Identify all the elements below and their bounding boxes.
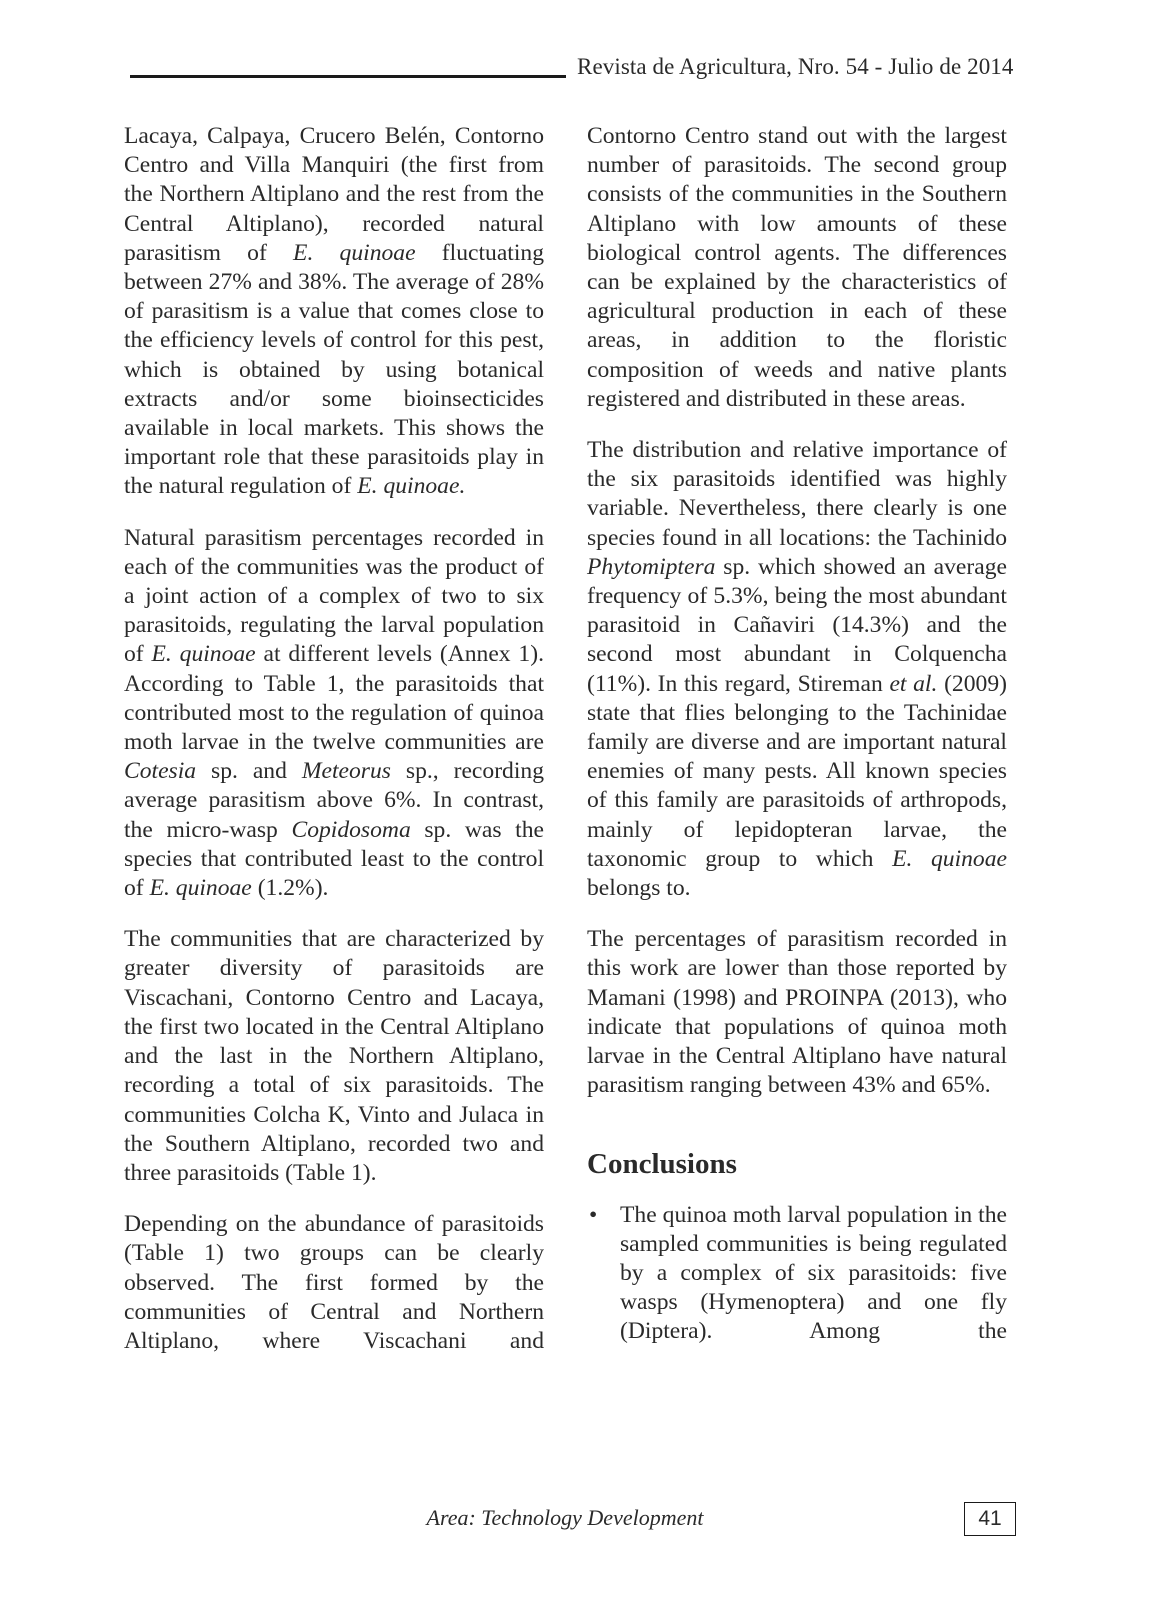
paragraph: The distribution and relative importance of the six parasitoids identified was highly variable. Nevertheless, there clearly is one species found in all locations: the Tachinido Phytomiptera sp. which showed an average frequency of 5.3%, being the most abundant parasitoid in Cañaviri (14.3%) and the second most abundant in Colquencha (11%). In this regard, Stireman et al. (2009) state that flies belonging to the Tachinidae family are diverse and are important natural enemies of many pests. All known species of this family are parasitoids of arthropods, mainly of lepidopteran larvae, the taxonomic group to which E. quinoae belongs to.	[587, 437, 1007, 902]
paragraph: The communities that are characterized by greater diversity of parasitoids are Viscachani, Contorno Centro and Lacaya, the first two located in the Central Altiplano and the last in the Northern Altiplano, recording a total of six parasitoids. The communities Colcha K, Vinto and Julaca in the Southern Altiplano, recorded two and three parasitoids (Table 1).	[124, 926, 544, 1186]
journal-header: Revista de Agricultura, Nro. 54 - Julio de 2014	[577, 54, 1014, 79]
bullet-icon: •	[589, 1201, 598, 1228]
conclusions-list	[587, 1201, 1007, 1347]
paragraph: The percentages of parasitism recorded in this work are lower than those reported by Mamani (1998) and PROINPA (2013), who indicate that populations of quinoa moth larvae in the Central Altiplano have natural parasitism ranging between 43% and 65%.	[587, 926, 1007, 1099]
paragraph: Lacaya, Calpaya, Crucero Belén, Contorno Centro and Villa Manquiri (the first from the Northern Altiplano and the rest from the Central Altiplano), recorded natural parasitism of E. quinoae fluctuating between 27% and 38%. The average of 28% of parasitism is a value that comes close to the efficiency levels of control for this pest, which is obtained by using botanical extracts and/or some bioinsecticides available in local markets. This shows the important role that these parasitoids play in the natural regulation of E. quinoae.	[124, 123, 544, 500]
page-number: 41	[964, 1502, 1016, 1536]
paragraph: Depending on the abundance of parasitoids (Table 1) two groups can be clearly observed. The first formed by the communities of Central and Northern Altiplano, where Viscachani and	[124, 1211, 544, 1354]
list-item: • The quinoa moth larval population in the sampled communities is being regulated by a complex of six parasitoids: five wasps (Hymenoptera) and one fly (Diptera). Among the	[589, 1201, 1007, 1345]
paragraph: Natural parasitism percentages recorded in each of the communities was the product of a joint action of a complex of two to six parasitoids, regulating the larval population of E. quinoae at different levels (Annex 1). According to Table 1, the parasitoids that contributed most to the regulation of quinoa moth larvae in the twelve communities are Cotesia sp. and Meteorus sp., recording average parasitism above 6%. In contrast, the micro-wasp Copidosoma sp. was the species that contributed least to the control of E. quinoae (1.2%).	[124, 524, 545, 902]
footer-area: Area: Technology Development	[426, 1505, 704, 1530]
right-column	[587, 122, 1007, 1347]
header-rule	[130, 75, 566, 78]
left-column	[124, 122, 544, 1378]
section-heading-conclusions: Conclusions	[587, 1147, 737, 1180]
paragraph: Contorno Centro stand out with the largest number of parasitoids. The second group consists of the communities in the Southern Altiplano with low amounts of these biological control agents. The differences can be explained by the characteristics of agricultural production in each of these areas, in addition to the floristic composition of weeds and native plants registered and distributed in these areas.	[587, 123, 1007, 412]
